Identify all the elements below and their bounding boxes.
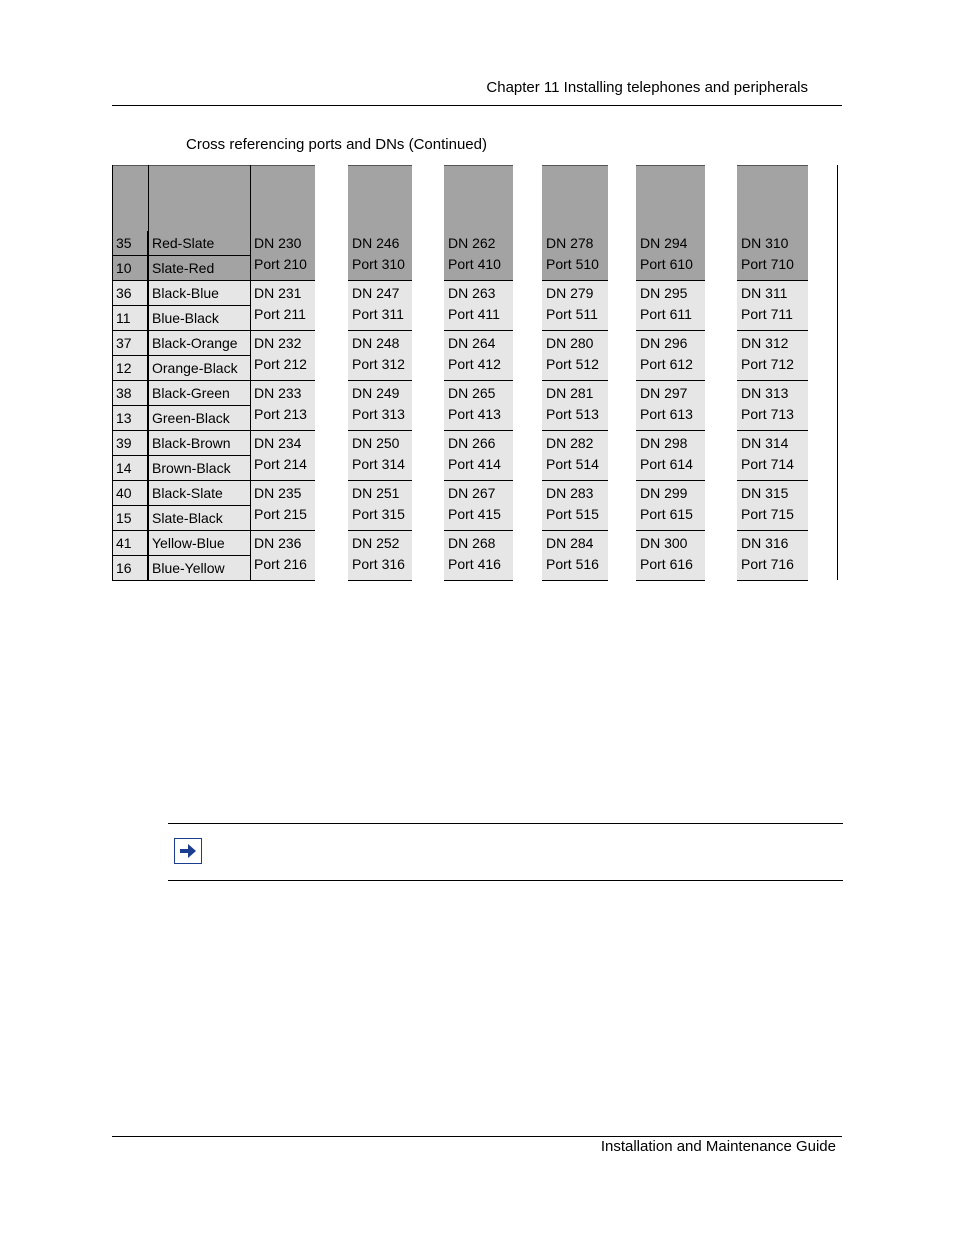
dn-port-cell — [636, 281, 705, 331]
port-number: Port 411 — [448, 306, 500, 322]
dn-port-cell — [348, 431, 412, 481]
column-header — [636, 165, 705, 231]
wire-color: Blue-Black — [152, 310, 219, 326]
dn-port-column — [636, 165, 705, 581]
dn-number: DN 282 — [546, 435, 594, 451]
dn-number: DN 235 — [254, 485, 302, 501]
dn-port-cell — [542, 281, 608, 331]
dn-port-cell — [542, 481, 608, 531]
wire-color: Black-Brown — [152, 435, 231, 451]
wire-color: Yellow-Blue — [152, 535, 225, 551]
dn-port-cell — [348, 481, 412, 531]
dn-number: DN 298 — [640, 435, 688, 451]
dn-port-cell — [542, 331, 608, 381]
port-number: Port 213 — [254, 406, 307, 422]
dn-port-column — [542, 165, 608, 581]
wire-color: Slate-Black — [152, 510, 223, 526]
wire-color: Black-Blue — [152, 285, 219, 301]
dn-port-cell — [737, 481, 808, 531]
table-vertical-rule — [250, 165, 251, 580]
port-number: Port 715 — [741, 506, 794, 522]
dn-number: DN 247 — [352, 285, 400, 301]
dn-number: DN 295 — [640, 285, 688, 301]
dn-port-cell — [250, 531, 315, 581]
pin-number: 12 — [112, 356, 148, 380]
pin-number: 15 — [112, 506, 148, 530]
dn-number: DN 299 — [640, 485, 688, 501]
dn-number: DN 232 — [254, 335, 302, 351]
chapter-header: Chapter 11 Installing telephones and peripherals — [486, 79, 808, 96]
table-row — [112, 356, 250, 381]
table-row — [112, 481, 250, 506]
dn-port-cell — [737, 381, 808, 431]
dn-port-cell — [348, 531, 412, 581]
port-number: Port 410 — [448, 256, 501, 272]
port-number: Port 714 — [741, 456, 794, 472]
dn-port-cell — [636, 481, 705, 531]
wire-color: Green-Black — [152, 410, 230, 426]
dn-port-cell — [737, 331, 808, 381]
table-row — [112, 406, 250, 431]
port-number: Port 412 — [448, 356, 501, 372]
port-number: Port 216 — [254, 556, 307, 572]
dn-port-cell — [636, 231, 705, 281]
arrow-right-icon — [174, 838, 202, 864]
dn-port-cell — [636, 431, 705, 481]
dn-port-cell — [542, 381, 608, 431]
dn-port-cell — [444, 231, 513, 281]
dn-number: DN 268 — [448, 535, 496, 551]
dn-port-cell — [636, 531, 705, 581]
table-row — [112, 456, 250, 481]
column-header — [444, 165, 513, 231]
column-header — [250, 165, 315, 231]
dn-port-column — [737, 165, 808, 581]
wire-color: Brown-Black — [152, 460, 231, 476]
port-number: Port 212 — [254, 356, 307, 372]
port-number: Port 612 — [640, 356, 693, 372]
port-number: Port 713 — [741, 406, 794, 422]
table-row — [112, 556, 250, 581]
pin-number: 13 — [112, 406, 148, 430]
dn-port-cell — [250, 281, 315, 331]
dn-number: DN 252 — [352, 535, 400, 551]
pin-number: 11 — [112, 306, 148, 330]
dn-port-cell — [737, 431, 808, 481]
dn-number: DN 313 — [741, 385, 789, 401]
dn-port-cell — [444, 281, 513, 331]
pin-number: 38 — [112, 381, 148, 405]
guide-footer: Installation and Maintenance Guide — [600, 1138, 836, 1155]
dn-number: DN 316 — [741, 535, 789, 551]
port-number: Port 615 — [640, 506, 693, 522]
port-number: Port 515 — [546, 506, 599, 522]
dn-number: DN 297 — [640, 385, 688, 401]
table-row — [112, 431, 250, 456]
port-number: Port 513 — [546, 406, 599, 422]
dn-port-cell — [348, 331, 412, 381]
dn-number: DN 283 — [546, 485, 594, 501]
column-header — [542, 165, 608, 231]
pin-number: 41 — [112, 531, 148, 555]
dn-port-cell — [250, 481, 315, 531]
table-row — [112, 531, 250, 556]
table-row — [112, 506, 250, 531]
dn-port-column — [348, 165, 412, 581]
dn-port-cell — [542, 231, 608, 281]
dn-number: DN 230 — [254, 235, 302, 251]
dn-port-column — [444, 165, 513, 581]
port-number: Port 315 — [352, 506, 405, 522]
dn-number: DN 263 — [448, 285, 496, 301]
dn-number: DN 280 — [546, 335, 594, 351]
dn-number: DN 279 — [546, 285, 594, 301]
dn-number: DN 300 — [640, 535, 688, 551]
pin-number: 10 — [112, 256, 148, 280]
wire-color: Black-Green — [152, 385, 230, 401]
dn-number: DN 231 — [254, 285, 302, 301]
table-row — [112, 256, 250, 281]
port-number: Port 710 — [741, 256, 794, 272]
dn-port-cell — [737, 231, 808, 281]
dn-number: DN 236 — [254, 535, 302, 551]
dn-port-cell — [636, 331, 705, 381]
port-number: Port 311 — [352, 306, 404, 322]
port-number: Port 611 — [640, 306, 692, 322]
dn-port-cell — [250, 231, 315, 281]
column-header — [348, 165, 412, 231]
port-number: Port 211 — [254, 306, 306, 322]
dn-number: DN 234 — [254, 435, 302, 451]
wire-color: Slate-Red — [152, 260, 215, 276]
pin-number: 16 — [112, 556, 148, 580]
port-number: Port 512 — [546, 356, 599, 372]
dn-number: DN 315 — [741, 485, 789, 501]
dn-number: DN 278 — [546, 235, 594, 251]
port-number: Port 712 — [741, 356, 794, 372]
port-number: Port 514 — [546, 456, 599, 472]
dn-port-cell — [636, 381, 705, 431]
port-number: Port 610 — [640, 256, 693, 272]
column-header — [737, 165, 808, 231]
dn-number: DN 265 — [448, 385, 496, 401]
port-number: Port 616 — [640, 556, 693, 572]
port-number: Port 511 — [546, 306, 598, 322]
pin-number: 37 — [112, 331, 148, 355]
dn-number: DN 233 — [254, 385, 302, 401]
table-header — [112, 165, 250, 231]
table-row — [112, 281, 250, 306]
table-row — [112, 306, 250, 331]
table-row — [112, 231, 250, 256]
dn-number: DN 246 — [352, 235, 400, 251]
pin-number: 39 — [112, 431, 148, 455]
dn-port-cell — [348, 381, 412, 431]
wire-color: Orange-Black — [152, 360, 238, 376]
dn-port-cell — [737, 531, 808, 581]
port-number: Port 510 — [546, 256, 599, 272]
dn-port-column — [250, 165, 315, 581]
port-number: Port 312 — [352, 356, 405, 372]
dn-number: DN 296 — [640, 335, 688, 351]
port-number: Port 314 — [352, 456, 405, 472]
dn-number: DN 284 — [546, 535, 594, 551]
dn-number: DN 294 — [640, 235, 688, 251]
dn-number: DN 266 — [448, 435, 496, 451]
dn-number: DN 281 — [546, 385, 594, 401]
port-number: Port 711 — [741, 306, 793, 322]
dn-port-cell — [348, 231, 412, 281]
dn-number: DN 312 — [741, 335, 789, 351]
wire-color: Blue-Yellow — [152, 560, 225, 576]
table-vertical-rule — [148, 165, 149, 580]
dn-port-cell — [737, 281, 808, 331]
dn-number: DN 251 — [352, 485, 400, 501]
pin-wire-block — [112, 165, 250, 581]
port-number: Port 210 — [254, 256, 307, 272]
dn-number: DN 248 — [352, 335, 400, 351]
dn-number: DN 262 — [448, 235, 496, 251]
dn-port-cell — [250, 381, 315, 431]
dn-port-cell — [444, 531, 513, 581]
dn-port-cell — [250, 431, 315, 481]
dn-port-cell — [444, 431, 513, 481]
port-number: Port 614 — [640, 456, 693, 472]
table-row — [112, 331, 250, 356]
pin-number: 36 — [112, 281, 148, 305]
port-number: Port 413 — [448, 406, 501, 422]
header-rule — [112, 105, 842, 106]
wire-color: Black-Slate — [152, 485, 223, 501]
port-number: Port 313 — [352, 406, 405, 422]
dn-number: DN 249 — [352, 385, 400, 401]
dn-number: DN 267 — [448, 485, 496, 501]
table-row — [112, 381, 250, 406]
dn-port-cell — [444, 331, 513, 381]
port-number: Port 316 — [352, 556, 405, 572]
dn-number: DN 264 — [448, 335, 496, 351]
footer-rule — [112, 1136, 842, 1137]
port-number: Port 414 — [448, 456, 501, 472]
table-vertical-rule — [837, 165, 838, 580]
table-vertical-rule — [112, 165, 113, 580]
dn-port-cell — [542, 531, 608, 581]
port-number: Port 214 — [254, 456, 307, 472]
wire-color: Black-Orange — [152, 335, 238, 351]
port-number: Port 310 — [352, 256, 405, 272]
port-number: Port 613 — [640, 406, 693, 422]
pin-number: 35 — [112, 231, 148, 255]
dn-port-cell — [348, 281, 412, 331]
port-number: Port 716 — [741, 556, 794, 572]
dn-port-cell — [444, 481, 513, 531]
port-number: Port 416 — [448, 556, 501, 572]
dn-port-cell — [250, 331, 315, 381]
dn-number: DN 250 — [352, 435, 400, 451]
port-number: Port 215 — [254, 506, 307, 522]
port-number: Port 516 — [546, 556, 599, 572]
dn-number: DN 314 — [741, 435, 789, 451]
table-caption: Cross referencing ports and DNs (Continued) — [186, 136, 487, 153]
port-number: Port 415 — [448, 506, 501, 522]
dn-port-cell — [542, 431, 608, 481]
dn-number: DN 310 — [741, 235, 789, 251]
wire-color: Red-Slate — [152, 235, 215, 251]
dn-number: DN 311 — [741, 285, 788, 301]
note-box — [168, 823, 843, 881]
pin-number: 14 — [112, 456, 148, 480]
dn-port-cell — [444, 381, 513, 431]
pin-number: 40 — [112, 481, 148, 505]
